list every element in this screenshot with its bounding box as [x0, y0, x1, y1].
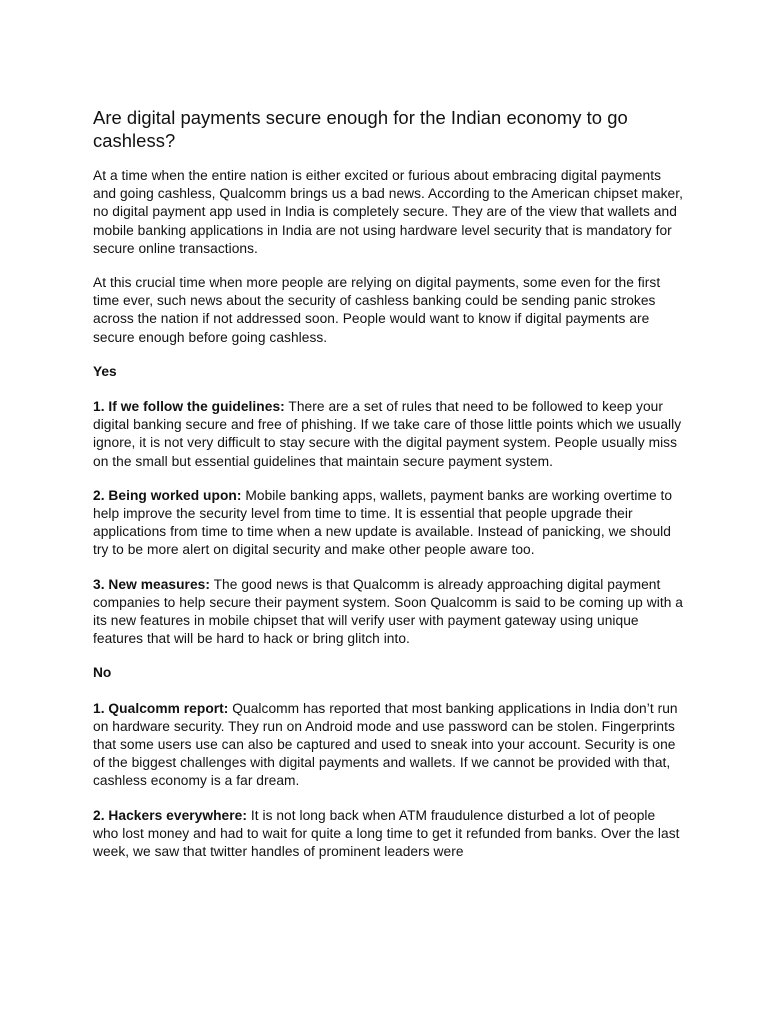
yes-point-1-text: There are a set of rules that need to be followed to keep your digital banking secure and free of phishing. If we take care of those little points which we usually ignore, it is not very difficult to stay secure with the digital payment system. People usually miss on the small but essential guidelines that maintain secure payment system.	[93, 399, 682, 469]
no-point-1	[93, 700, 683, 791]
no-point-1-lead: 1. Qualcomm report:	[93, 700, 229, 716]
yes-heading: Yes	[93, 363, 117, 379]
intro-paragraph-2: At this crucial time when more people are relying on digital payments, some even for the first time ever, such news about the security of cashless banking could be sending panic strokes across the nation if not addressed soon. People would want to know if digital payments are secure enough before going cashless.	[93, 275, 661, 345]
yes-point-1	[93, 398, 683, 471]
yes-point-3	[93, 576, 683, 649]
document-title: Are digital payments secure enough for the Indian economy to go cashless?	[93, 107, 628, 151]
yes-point-3-text: The good news is that Qualcomm is already approaching digital payment companies to help secure their payment system. Soon Qualcomm is said to be coming up with a its new features in mobile chipset that will verify user with payment gateway using unique features that will be hard to hack or bring glitch into.	[93, 576, 683, 647]
yes-point-1-lead: 1. If we follow the guidelines:	[93, 399, 285, 415]
intro-paragraph-1: At a time when the entire nation is either excited or furious about embracing digital payments and going cashless, Qualcomm brings us a bad news. According to the American chipset maker, no digital payment app used in India is completely secure. They are of the view that wallets and mobile banking applications in India are not using hardware level security that is mandatory for secure online transactions.	[93, 168, 683, 256]
document-content	[93, 106, 683, 877]
yes-point-3-lead: 3. New measures:	[93, 576, 210, 592]
yes-point-2-lead: 2. Being worked upon:	[93, 487, 242, 503]
yes-point-2	[93, 487, 683, 560]
no-point-2	[93, 807, 683, 862]
no-point-1-text: Qualcomm has reported that most banking applications in India don’t run on hardware security. They run on Android mode and use password can be stolen. Fingerprints that some users use can also be captured and used to sneak into your account. Security is one of the biggest challenges with digital payments and wallets. If we cannot be provided with that, cashless economy is a far dream.	[93, 700, 678, 789]
no-heading: No	[93, 665, 112, 681]
no-point-2-lead: 2. Hackers everywhere:	[93, 807, 247, 823]
yes-point-2-text: Mobile banking apps, wallets, payment banks are working overtime to help improve the security level from time to time. It is essential that people upgrade their applications from time to time when a new update is available. Instead of panicking, we should try to be more alert on digital security and make other people aware too.	[93, 487, 673, 558]
no-point-2-text: It is not long back when ATM fraudulence disturbed a lot of people who lost money and had to wait for quite a long time to get it refunded from banks. Over the last week, we saw that twitter handles of prominent leaders were	[93, 807, 680, 860]
